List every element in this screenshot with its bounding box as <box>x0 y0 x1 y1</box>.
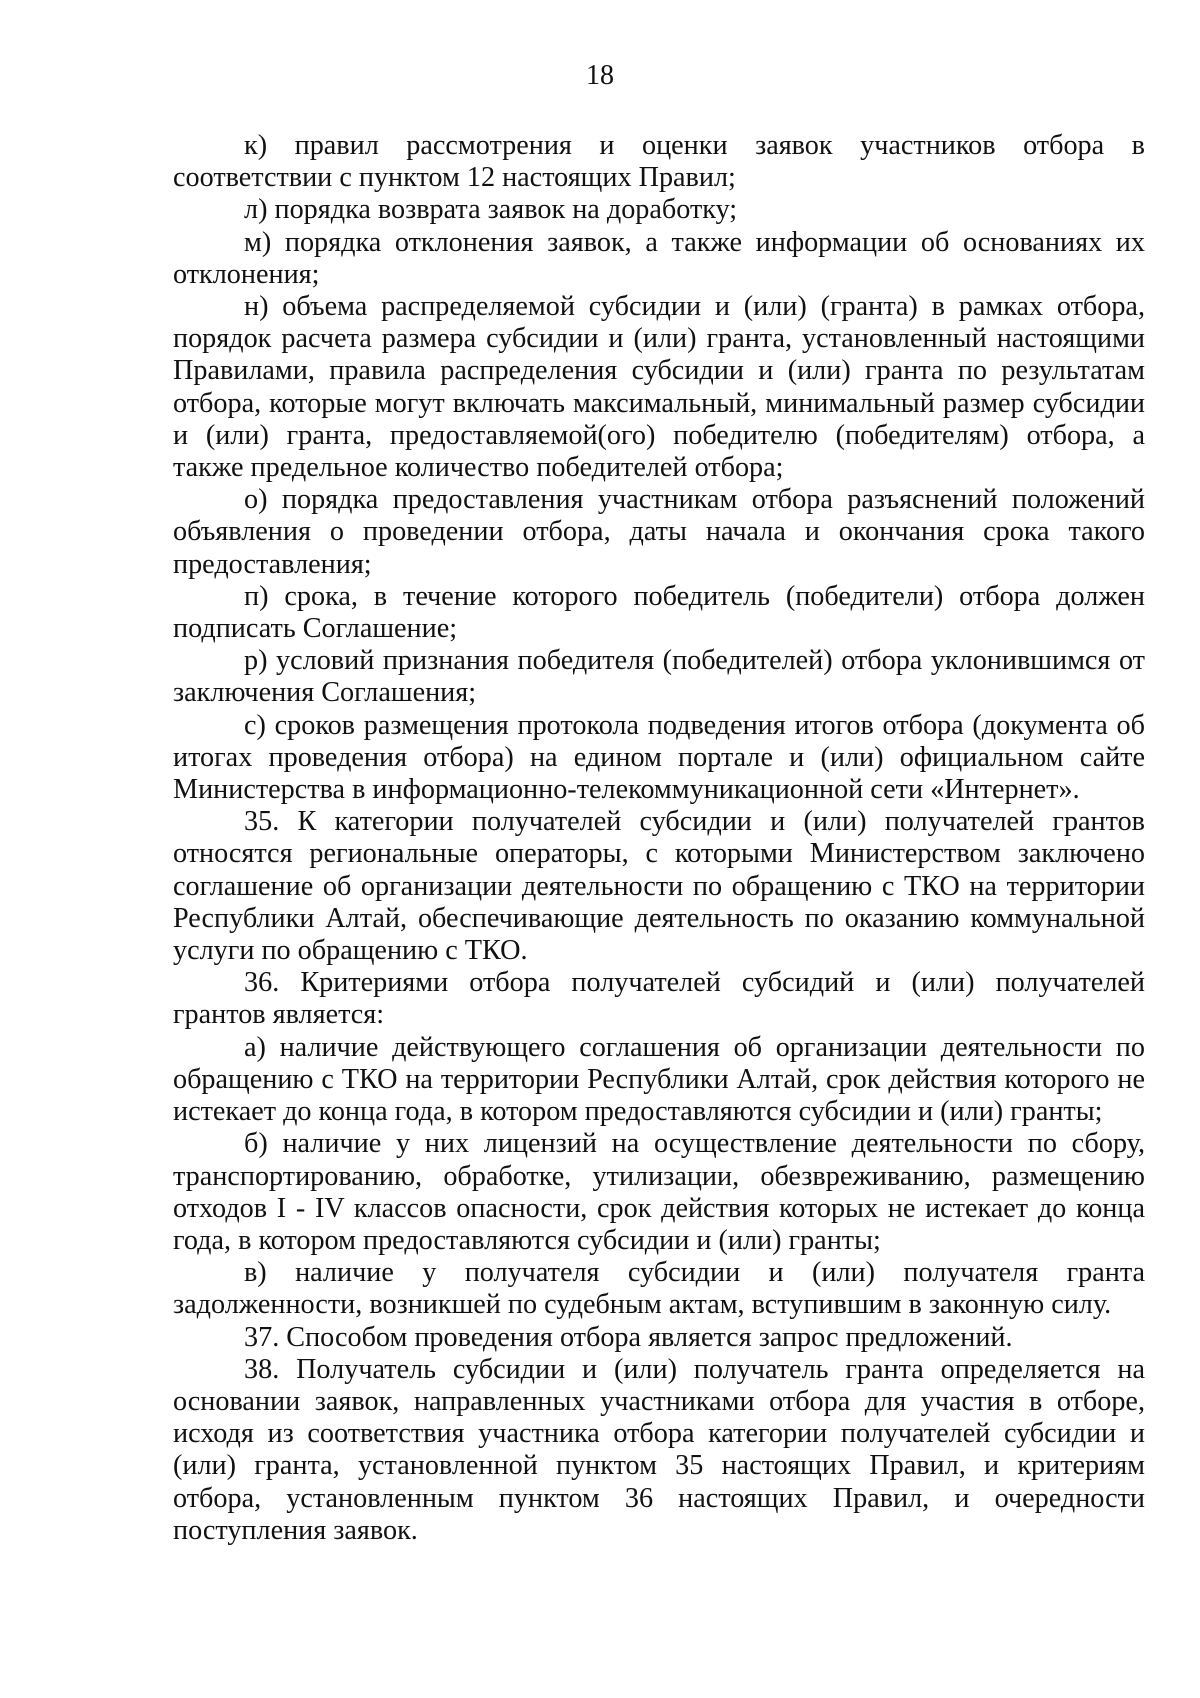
paragraph-k: к) правил рассмотрения и оценки заявок участников отбора в соответствии с пунктом 12 настоящих Правил; <box>173 130 1145 194</box>
paragraph-n: н) объема распределяемой субсидии и (или) (гранта) в рамках отбора, порядок расчета размера субсидии и (или) гранта, установленный настоящими Правилами, правила распределения субсидии и (или) гранта по результатам отбора, которые могут включать максимальный, минимальный размер субсидии и (или) гранта, предоставляемой(ого) победителю (победителям) отбора, а также предельное количество победителей отбора; <box>173 291 1145 484</box>
paragraph-m: м) порядка отклонения заявок, а также информации об основаниях их отклонения; <box>173 226 1145 290</box>
paragraph-s: с) сроков размещения протокола подведения итогов отбора (документа об итогах проведения отбора) на едином портале и (или) официальном сайте Министерства в информационно-телекоммуникационной сети «Интернет». <box>173 709 1145 806</box>
paragraph-38: 38. Получатель субсидии и (или) получатель гранта определяется на основании заявок, направленных участниками отбора для участия в отборе, исходя из соответствия участника отбора категории получателей субсидии и (или) гранта, установленной пунктом 35 настоящих Правил, и критериям отбора, установленным пунктом 36 настоящих Правил, и очередности поступления заявок. <box>173 1353 1145 1546</box>
paragraph-36-a: а) наличие действующего соглашения об организации деятельности по обращению с ТКО на территории Республики Алтай, срок действия которого не истекает до конца года, в котором предоставляются субсидии и (или) гранты; <box>173 1031 1145 1128</box>
paragraph-35: 35. К категории получателей субсидии и (или) получателей грантов относятся региональные операторы, с которыми Министерством заключено соглашение об организации деятельности по обращению с ТКО на территории Республики Алтай, обеспечивающие деятельность по оказанию коммунальной услуги по обращению с ТКО. <box>173 806 1145 967</box>
paragraph-l: л) порядка возврата заявок на доработку; <box>244 194 738 226</box>
paragraph-r: р) условий признания победителя (победителей) отбора уклонившимся от заключения Соглашения; <box>173 645 1145 709</box>
document-body <box>173 130 1145 1547</box>
paragraph-36-v: в) наличие у получателя субсидии и (или) получателя гранта задолженности, возникшей по судебным актам, вступившим в законную силу. <box>173 1257 1145 1321</box>
paragraph-o: о) порядка предоставления участникам отбора разъяснений положений объявления о проведении отбора, даты начала и окончания срока такого предоставления; <box>173 484 1145 580</box>
paragraph-37: 37. Способом проведения отбора является запрос предложений. <box>244 1321 1013 1353</box>
paragraph-36-b: б) наличие у них лицензий на осуществление деятельности по сбору, транспортированию, обработке, утилизации, обезвреживанию, размещению отходов I - IV классов опасности, срок действия которых не истекает до конца года, в котором предоставляются субсидии и (или) гранты; <box>173 1128 1145 1256</box>
page-number: 18 <box>586 60 614 91</box>
paragraph-36: 36. Критериями отбора получателей субсидий и (или) получателей грантов является: <box>173 967 1145 1031</box>
paragraph-p: п) срока, в течение которого победитель (победители) отбора должен подписать Соглашение; <box>173 580 1145 645</box>
